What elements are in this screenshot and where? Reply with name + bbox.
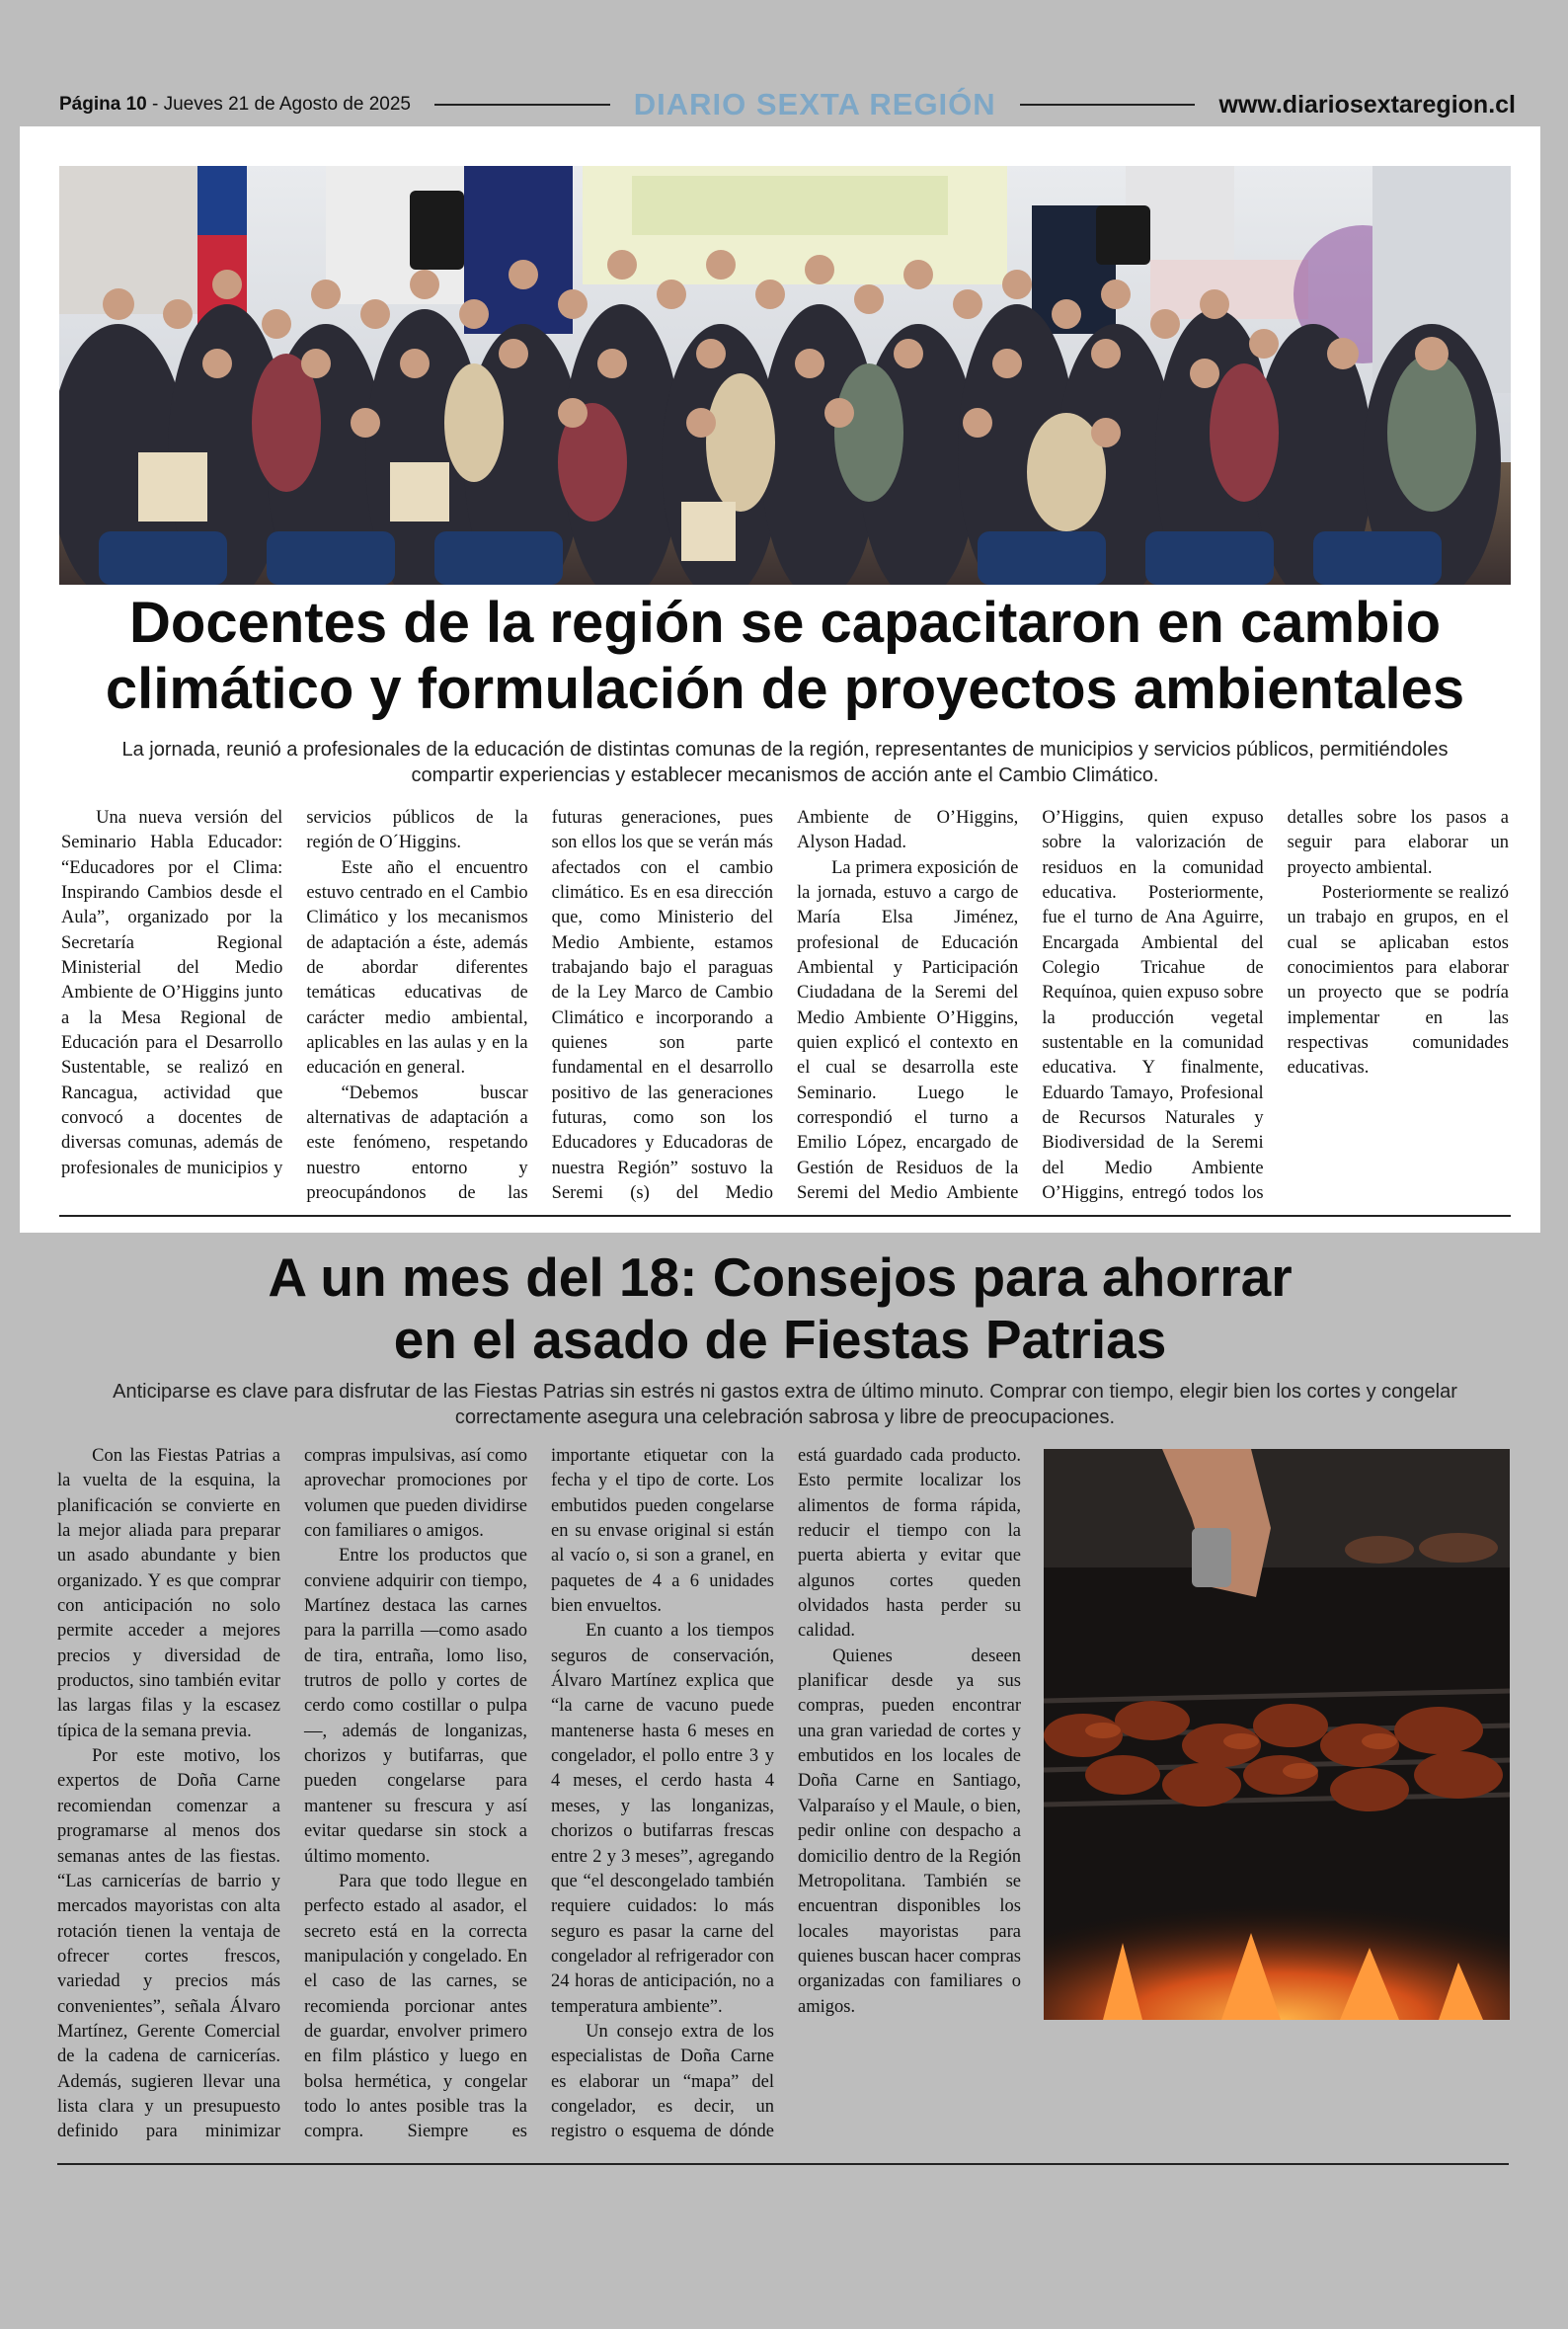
- article2-paragraph: Un consejo extra de los especialistas de Doña Carne es elaborar un “mapa” del congelador, es decir, un registro o esquema de dónde está guardado cada producto. Esto permite localizar los alimentos de forma rápida, reducir el tiempo con la puerta abierta y evitar que algunos cortes queden olvidados hasta perder su calidad.: [551, 1446, 1021, 2142]
- article2-paragraph: En cuanto a los tiempos seguros de conservación, Álvaro Martínez explica que “la carne de vacuno puede mantenerse hasta 6 meses en congelador, el pollo entre 3 y 4 meses, el cerdo hasta 4 meses, y las longanizas, chorizos o butifarras frescas entre 2 y 3 meses”, agregando que “el descongelado también requiere cuidados: lo más seguro es pasar la carne del congelador al refrigerador con 24 horas de anticipación, no a temperatura ambiente”.: [551, 1621, 774, 2017]
- article1-headline-line2: climático y formulación de proyectos ambientales: [105, 656, 1465, 721]
- article2-headline-line2: en el asado de Fiestas Patrias: [393, 1309, 1167, 1371]
- group-photo-illustration: [59, 166, 1511, 585]
- masthead-rule-right: [1020, 104, 1196, 106]
- article2-paragraph: Con las Fiestas Patrias a la vuelta de la esquina, la planificación se convierte en la mejor aliada para preparar un asado abundante y bien organizado. Y es que comprar con anticipación no solo permite acceder a mejores precios y diversidad de productos, sino también evitar las largas filas y la escasez típica de la semana previa.: [57, 1446, 280, 1741]
- grill-photo: [1044, 1449, 1510, 2020]
- issue-date: - Jueves 21 de Agosto de 2025: [146, 94, 411, 115]
- article1-paragraph: “Debemos buscar alternativas de adaptación a este fenómeno, respetando nuestro entorno y preocupándonos de las futuras generaciones, pues son ellos los que se verán más afectados con el cambio climático. Es en esa dirección que, como Ministerio del Medio Ambiente, estamos trabajando bajo el paraguas de la Ley Marco de Cambio Climático e incorporando a quienes son parte fundamental en el desarrollo positivo de las generaciones futuras, como son los Educadores y Educadoras de nuestra Región” sostuvo la Seremi (s) del Medio Ambiente de O’Higgins, Alyson Hadad.: [306, 808, 1019, 1204]
- article1-paragraph: La primera exposición de la jornada, estuvo a cargo de María Elsa Jiménez, profesional de Educación Ambiental y Participación Ciudadana de la Seremi del Medio Ambiente O’Higgins, quien explicó el contexto en el cual se desarrolla este Seminario. Luego le correspondió el turno a Emilio López, encargado de Gestión de Residuos de la Seremi del Medio Ambiente O’Higgins, quien expuso sobre la valorización de residuos en la comunidad educativa. Posteriormente, fue el turno de Ana Aguirre, Encargada Ambiental del Colegio Tricahue de Requínoa, quien expuso sobre la producción vegetal sustentable en la comunidad educativa. Y finalmente, Eduardo Tamayo, Profesional de Recursos Naturales y Biodiversidad de la Seremi del Medio Ambiente O’Higgins, entregó todos los detalles sobre los pasos a seguir para elaborar un proyecto ambiental.: [796, 808, 1509, 1204]
- article2-paragraph: Entre los productos que conviene adquirir con tiempo, Martínez destaca las carnes para la parrilla —como asado de tira, entraña, lomo liso, trutros de pollo y cortes de cerdo como costillar o pulpa—, además de longanizas, chorizos y butifarras, que pueden congelarse para mantener su frescura y así evitar quedarse sin stock a último momento.: [304, 1546, 527, 1867]
- article2-paragraph: Para que todo llegue en perfecto estado al asador, el secreto está en la correcta manipulación y congelado. En el caso de las carnes, se recomienda porcionar antes de guardar, envolver primero en film plástico y luego en bolsa hermética, y congelar todo lo antes posible tras la compra. Siempre es importante etiquetar con la fecha y el tipo de corte. Los embutidos pueden congelarse en su envase original si están al vacío o, si son a granel, en paquetes de 4 a 6 unidades bien envueltos.: [304, 1446, 774, 2142]
- group-photo: [59, 166, 1511, 585]
- article1-headline: [59, 591, 1511, 722]
- article2-headline-line1: A un mes del 18: Consejos para ahorrar: [268, 1246, 1293, 1308]
- article1-headline-line1: Docentes de la región se capacitaron en cambio: [129, 591, 1441, 655]
- masthead-rule-left: [434, 104, 610, 106]
- article1-text-columns: [61, 806, 1509, 1221]
- website-url: www.diariosextaregion.cl: [1218, 90, 1516, 119]
- article2-headline: [59, 1246, 1501, 1372]
- page-number: Página 10: [59, 94, 147, 115]
- article1-paragraph: Una nueva versión del Seminario Habla Educador: “Educadores por el Clima: Inspirando Cambios desde el Aula”, organizado por la Secretaría Regional Ministerial del Medio Ambiente de O’Higgins junto a la Mesa Regional de Educación para el Desarrollo Sustentable, se realizó en Rancagua, actividad que convocó a docentes de diversas comunas, además de profesionales de municipios y servicios públicos de la región de O´Higgins.: [61, 808, 528, 1178]
- page-date-line: [59, 94, 411, 116]
- article2-paragraph: Por este motivo, los expertos de Doña Carne recomiendan comenzar a programarse al menos dos semanas antes de las fiestas. “Las carnicerías de barrio y mercados mayoristas con alta rotación tienen la ventaja de ofrecer cortes frescos, variedad y precios más convenientes”, señala Álvaro Martínez, Gerente Comercial de la cadena de carnicerías. Además, sugieren llevar una lista clara y un presupuesto definido para minimizar compras impulsivas, así como aprovechar promociones por volumen que pueden dividirse con familiares o amigos.: [57, 1446, 527, 2142]
- article1-paragraph: Posteriormente se realizó un trabajo en grupos, en el cual se aplicaban estos conocimientos para elaborar un proyecto que se podría implementar en las respectivas comunidades educativas.: [1287, 883, 1509, 1079]
- article2-bottom-rule: [57, 2163, 1509, 2165]
- article2-subhead: Anticiparse es clave para disfrutar de las Fiestas Patrias sin estrés ni gastos extra de último minuto. Comprar con tiempo, elegir bien los cortes y congelar correctamente asegura una celebración sabrosa y libre de preocupaciones.: [113, 1381, 1457, 1428]
- newspaper-name: DIARIO SEXTA REGIÓN: [633, 87, 996, 121]
- article1-paragraph: Este año el encuentro estuvo centrado en el Cambio Climático y los mecanismos de adaptación a éste, además de abordar diferentes temáticas educativas de carácter medio ambiental, aplicables en las aulas y en la educación en general.: [306, 857, 528, 1079]
- article2-text-columns: [57, 1444, 1021, 2147]
- grill-photo-illustration: [1044, 1449, 1510, 2020]
- article1-bottom-rule: [59, 1215, 1511, 1217]
- article1-subhead: La jornada, reunió a profesionales de la educación de distintas comunas de la región, representantes de municipios y servicios públicos, permitiéndoles compartir experiencias y establecer mecanismos de acción ante el Cambio Climático.: [121, 739, 1449, 786]
- article1-body: [61, 806, 1509, 1221]
- masthead: [59, 83, 1516, 126]
- article2-paragraph: Quienes deseen planificar desde ya sus compras, pueden encontrar una gran variedad de cortes y embutidos en los locales de Doña Carne en Santiago, Valparaíso y el Maule, o bien, pedir online con despacho a domicilio dentro de la Región Metropolitana. También se encuentran disponibles los locales mayoristas para quienes buscan hacer compras organizadas con familiares o amigos.: [798, 1646, 1021, 2017]
- article-teachers-climate: [20, 126, 1540, 1233]
